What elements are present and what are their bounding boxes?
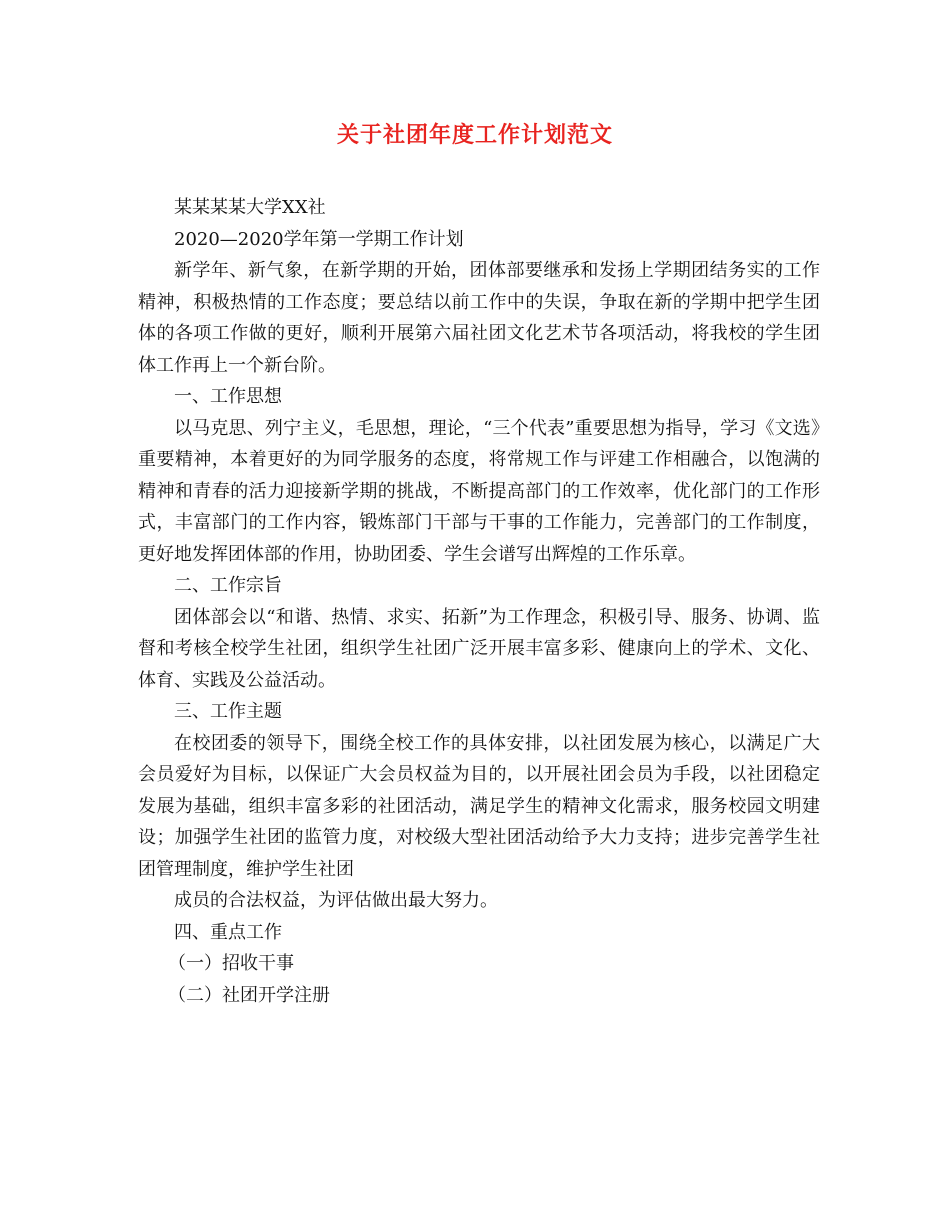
- heading-work-theme: 三、工作主题: [174, 701, 282, 722]
- paragraph-member-rights: 成员的合法权益，为评估做出最大努力。: [174, 890, 498, 911]
- paragraph-work-thought: 以马克思、列宁主义，毛思想，理论，“三个代表”重要思想为指导，学习《文选》重要精神，本着更好的为同学服务的态度，将常规工作与评建工作相融合，以饱满的精神和青春的活力迎接新学期的挑战，不断提高部门的工作效率，优化部门的工作形式，丰富部门的工作内容，锻炼部门干部与干事的工作能力，完善部门的工作制度，更好地发挥团体部的作用，协助团委、学生会谱写出辉煌的工作乐章。: [138, 417, 820, 565]
- document-title: 关于社团年度工作计划范文: [336, 122, 613, 148]
- heading-key-work: 四、重点工作: [174, 921, 282, 943]
- paragraph-work-theme: 在校团委的领导下，围绕全校工作的具体安排，以社团发展为核心，以满足广大会员爱好为目标，以保证广大会员权益为目的，以开展社团会员为手段，以社团稳定发展为基础，组织丰富多彩的社团活动，满足学生的精神文化需求，服务校园文明建设；加强学生社团的监管力度，对校级大型社团活动给予大力支持；进步完善学生社团管理制度，维护学生社团: [138, 732, 820, 880]
- heading-work-purpose: 二、工作宗旨: [174, 575, 282, 596]
- paragraph-intro: 新学年、新气象，在新学期的开始，团体部要继承和发扬上学期团结务实的工作精神，积极热情的工作态度；要总结以前工作中的失误，争取在新的学期中把学生团体的各项工作做的更好，顺利开展第六届社团文化艺术节各项活动，将我校的学生团体工作再上一个新台阶。: [138, 260, 820, 376]
- heading-work-thought: 一、工作思想: [174, 386, 282, 407]
- paragraph-org: 某某某某大学XX社: [174, 197, 326, 218]
- document-body: [138, 192, 820, 1011]
- list-item-recruit: （一）招收干事: [168, 953, 294, 974]
- paragraph-plan-title: 2020—2020学年第一学期工作计划: [174, 228, 464, 250]
- paragraph-work-purpose: 团体部会以“和谐、热情、求实、拓新”为工作理念，积极引导、服务、协调、监督和考核全校学生社团，组织学生社团广泛开展丰富多彩、健康向上的学术、文化、体育、实践及公益活动。: [138, 606, 820, 691]
- list-item-registration: （二）社团开学注册: [168, 984, 330, 1006]
